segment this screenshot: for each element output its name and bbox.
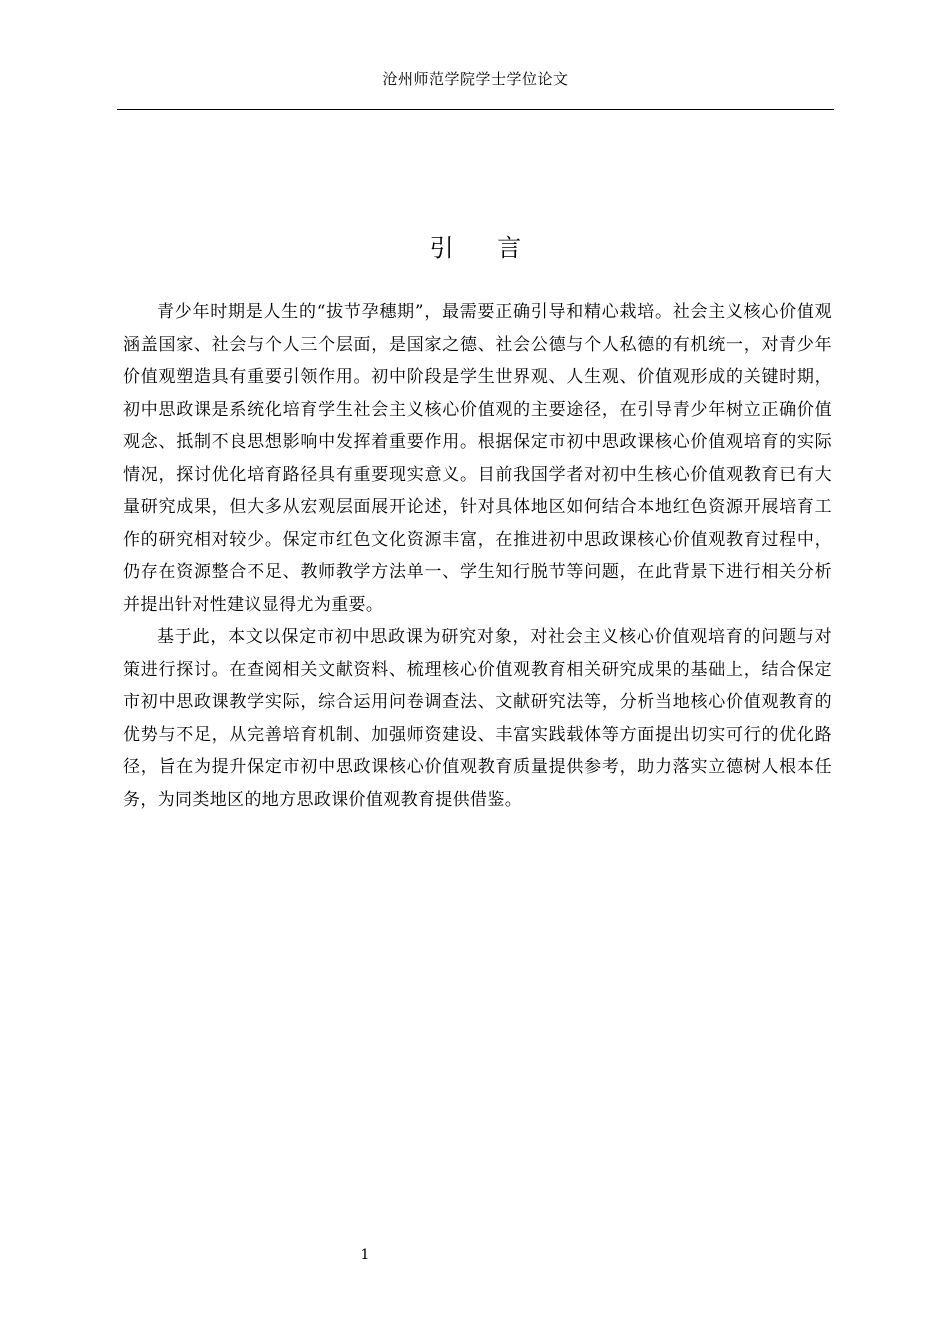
header-rule xyxy=(117,109,834,110)
body-text xyxy=(123,296,832,816)
paragraph: 基于此，本文以保定市初中思政课为研究对象，对社会主义核心价值观培育的问题与对策进行探讨。在查阅相关文献资料、梳理核心价值观教育相关研究成果的基础上，结合保定市初中思政课教学实际，综合运用问卷调查法、文献研究法等，分析当地核心价值观教育的优势与不足，从完善培育机制、加强师资建设、丰富实践载体等方面提出切实可行的优化路径，旨在为提升保定市初中思政课核心价值观教育质量提供参考，助力落实立德树人根本任务，为同类地区的地方思政课价值观教育提供借鉴。 xyxy=(123,627,832,810)
section-title: 引 言 xyxy=(429,234,522,262)
paragraph: 青少年时期是人生的“拔节孕穗期”，最需要正确引导和精心栽培。社会主义核心价值观涵盖国家、社会与个人三个层面，是国家之德、社会公德与个人私德的有机统一，对青少年价值观塑造具有重要引领作用。初中阶段是学生世界观、人生观、价值观形成的关键时期，初中思政课是系统化培育学生社会主义核心价值观的主要途径，在引导青少年树立正确价值观念、抵制不良思想影响中发挥着重要作用。根据保定市初中思政课核心价值观培育的实际情况，探讨优化培育路径具有重要现实意义。目前我国学者对初中生核心价值观教育已有大量研究成果，但大多从宏观层面展开论述，针对具体地区如何结合本地红色资源开展培育工作的研究相对较少。保定市红色文化资源丰富，在推进初中思政课核心价值观教育过程中，仍存在资源整合不足、教师教学方法单一、学生知行脱节等问题，在此背景下进行相关分析并提出针对性建议显得尤为重要。 xyxy=(123,302,832,615)
page-number: 1 xyxy=(360,1247,370,1263)
running-header: 沧州师范学院学士学位论文 xyxy=(382,70,569,88)
